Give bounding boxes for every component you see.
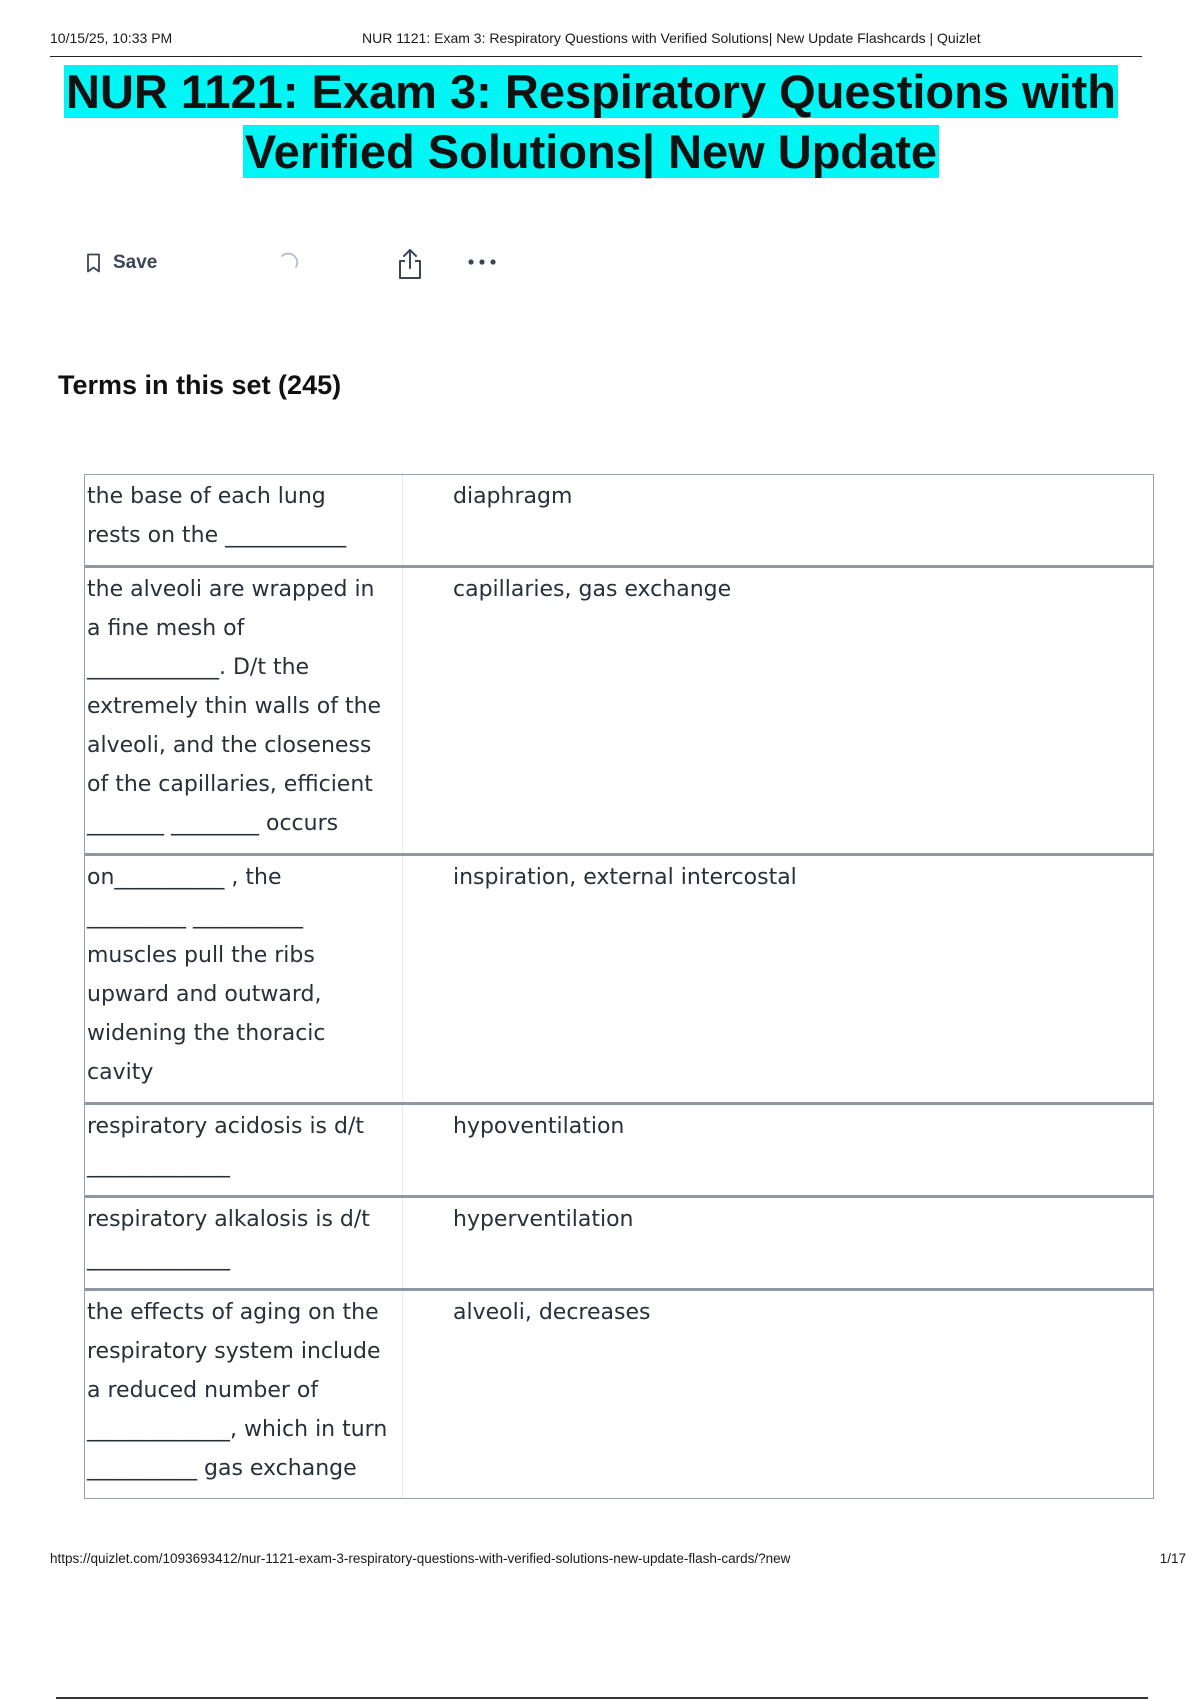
term-text: the base of each lung rests on the ___________: [85, 475, 403, 565]
definition-text: hypoventilation: [453, 1114, 625, 1139]
term-row: [85, 1198, 1153, 1291]
term-text: respiratory acidosis is d/t _____________: [85, 1105, 403, 1195]
term-text: the effects of aging on the respiratory system include a reduced number of _____________, which in turn __________ gas exchange: [85, 1291, 403, 1498]
print-doc-title: NUR 1121: Exam 3: Respiratory Questions with Verified Solutions| New Update Flashcards | Quizlet: [362, 30, 981, 46]
print-page-number: 1/17: [1159, 1551, 1186, 1566]
definition-text: hyperventilation: [453, 1207, 634, 1232]
terms-table: [84, 474, 1154, 1499]
term-row: [85, 475, 1153, 568]
bottom-divider: [56, 1697, 1148, 1699]
save-button[interactable]: [86, 248, 157, 278]
more-dots-icon[interactable]: [466, 250, 498, 279]
term-text: the alveoli are wrapped in a fine mesh of ____________. D/t the extremely thin walls of the alveoli, and the closeness of the capillaries, efficient _______ ________ occurs: [85, 568, 403, 853]
term-text: on__________ , the _________ __________ muscles pull the ribs upward and outward, widening the thoracic cavity: [85, 856, 403, 1102]
page-title-line2: Verified Solutions| New Update: [244, 125, 938, 178]
bookmark-icon: [86, 253, 101, 273]
definition-text: capillaries, gas exchange: [453, 577, 732, 602]
definition-text: diaphragm: [453, 484, 573, 509]
term-row: [85, 856, 1153, 1105]
page-title: [56, 62, 1126, 182]
save-label: Save: [113, 252, 158, 273]
definition-text: alveoli, decreases: [453, 1300, 651, 1325]
term-row: [85, 568, 1153, 856]
page-title-line1: NUR 1121: Exam 3: Respiratory Questions with: [66, 65, 1116, 118]
terms-heading: Terms in this set (245): [58, 370, 342, 400]
print-header: [50, 30, 1142, 57]
term-row: [85, 1291, 1153, 1498]
print-url: https://quizlet.com/1093693412/nur-1121-exam-3-respiratory-questions-with-verified-solutions-new-update-flash-cards/?new: [50, 1551, 791, 1566]
toolbar: [86, 248, 526, 280]
term-text: respiratory alkalosis is d/t _____________: [85, 1198, 403, 1288]
print-datetime: 10/15/25, 10:33 PM: [50, 30, 173, 46]
term-row: [85, 1105, 1153, 1198]
share-icon[interactable]: [396, 248, 424, 285]
spinner-icon: [276, 251, 300, 280]
definition-text: inspiration, external intercostal: [453, 865, 797, 890]
